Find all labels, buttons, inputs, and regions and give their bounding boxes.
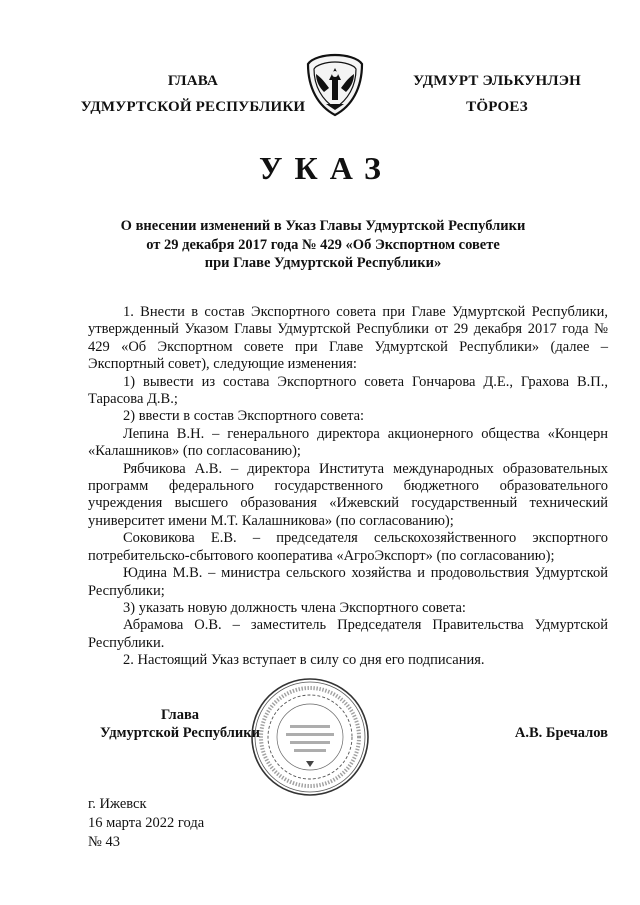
decree-place: г. Ижевск	[88, 796, 147, 812]
paragraph-1-item-1: 1) вывести из состава Экспортного совета Гончарова Д.Е., Грахова В.П., Тарасова Д.В.;	[88, 373, 608, 408]
coat-of-arms-icon	[304, 52, 366, 118]
header-left-line1: ГЛАВА	[167, 73, 219, 89]
signatory-position-line1: Глава	[160, 707, 200, 723]
header-left-line2: УДМУРТСКОЙ РЕСПУБЛИКИ	[80, 99, 306, 115]
decree-title: УКАЗ	[259, 150, 393, 186]
member-ryabchikov: Рябчикова А.В. – директора Института международных образовательных программ федерального государственного бюджетного образовательного учреждения высшего образования «Ижевский государственный технический университет имени М.Т. Калашникова» (по согласованию);	[88, 460, 608, 529]
decree-subject	[90, 217, 556, 273]
paragraph-1-item-2: 2) ввести в состав Экспортного совета:	[123, 408, 365, 425]
decree-place-date	[88, 795, 204, 852]
member-sokovikov: Соковикова Е.В. – председателя сельскохозяйственного экспортного потребительско-сбытового кооператива «АгроЭкспорт» (по согласованию);	[88, 530, 608, 564]
member-lepin: Лепина В.Н. – генерального директора акционерного общества «Концерн «Калашников» (по согласованию);	[88, 425, 608, 460]
header-right-line1: УДМУРТ ЭЛЬКУНЛЭН	[413, 73, 581, 89]
decree-body	[88, 304, 608, 670]
paragraph-1-item-3: 3) указать новую должность члена Экспортного совета:	[123, 599, 466, 616]
decree-date: 16 марта 2022 года	[88, 815, 205, 831]
subject-line3: при Главе Удмуртской Республики»	[204, 255, 442, 271]
signatory-name: А.В. Бречалов	[514, 725, 608, 741]
signatory-position-line2: Удмуртской Республики	[100, 725, 260, 741]
header-right-line2: ТӦРОЕЗ	[466, 99, 528, 115]
member-yudin: Юдина М.В. – министра сельского хозяйства и продовольствия Удмуртской Республики;	[88, 565, 608, 599]
signatory-position	[70, 706, 290, 742]
subject-line2: от 29 декабря 2017 года № 429 «Об Экспортном совете	[146, 236, 500, 253]
header-left	[78, 68, 308, 120]
member-abramov: Абрамова О.В. – заместитель Председателя Правительства Удмуртской Республики.	[88, 617, 608, 651]
header-right	[402, 68, 592, 120]
paragraph-2: 2. Настоящий Указ вступает в силу со дня его подписания.	[123, 652, 485, 669]
subject-line1: О внесении изменений в Указ Главы Удмуртской Республики	[120, 218, 526, 234]
paragraph-1: 1. Внести в состав Экспортного совета при Главе Удмуртской Республики, утвержденный Указом Главы Удмуртской Республики от 29 декабря 2017 года № 429 «Об Экспортном совете при Главе Удмуртской Республики» (далее – Экспортный совет), следующие изменения:	[88, 304, 608, 373]
decree-number: № 43	[88, 834, 120, 850]
